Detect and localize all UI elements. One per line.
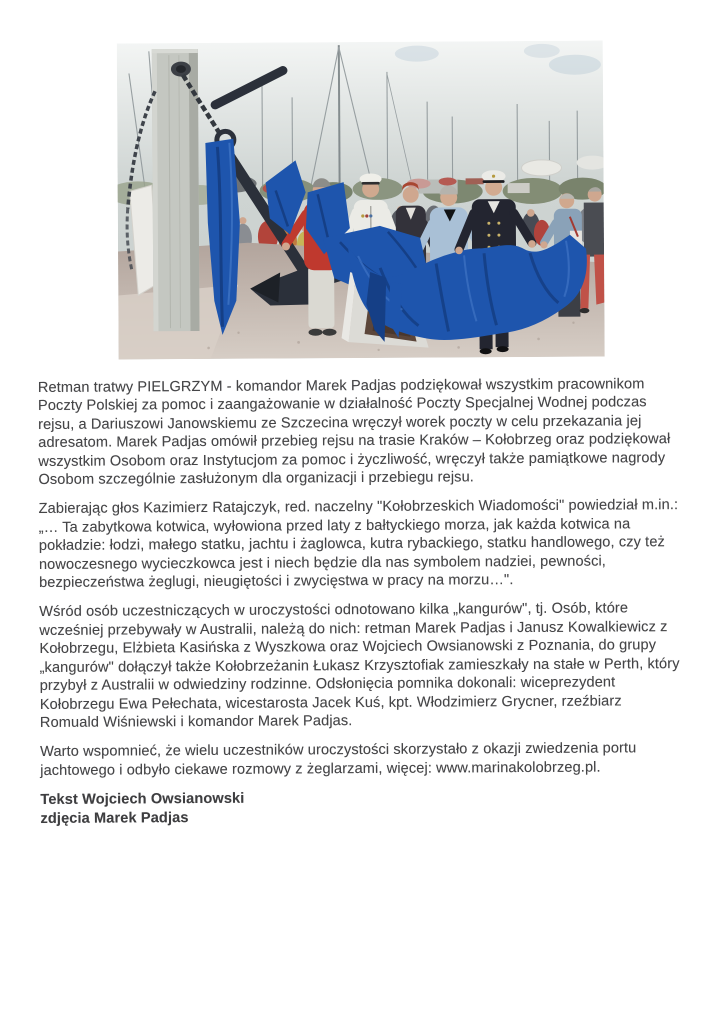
paragraph-2: Zabierając głos Kazimierz Ratajczyk, red. naczelny "Kołobrzeskich Wiadomości" powiedział m.in.: „… Ta zabytkowa kotwica, wyłowiona przed laty z bałtyckiego morza, jak każda kotwica na pokładzie: łodzi, małego statku, jachtu i żaglowca, kutra rybackiego, statku handlowego, czy też nowoczesnego wycieczkowca jest i niech będzie dla nas symbolem nadziei, pewności, bezpieczeństwa żeglugi, nieugiętości i zwycięstwa w pracy na morzu…". (39, 496, 708, 592)
monument-photo (117, 41, 605, 360)
monument-photo-illustration (117, 41, 605, 360)
paragraph-4: Warto wspomnieć, że wielu uczestników uroczystości skorzystało z okazji zwiedzenia portu jachtowego i odbyło ciekawe rozmowy z żeglarzami, więcej: www.marinakolobrzeg.pl. (40, 739, 708, 780)
white-umbrella (521, 160, 561, 176)
paragraph-1: Retman tratwy PIELGRZYM - komandor Marek Padjas podziękował wszystkim pracownikom Poczty Polskiej za pomoc i zaangażowanie w działalność Poczty Specjalnej Wodnej podczas rejsu, a Dariuszowi Janowskiemu ze Szczecina wręczył worek poczty w celu przekazania jej adresatom. Marek Padjas omówił przebieg rejsu na trasie Kraków – Kołobrzeg oraz podziękował wszystkim Osobom oraz Instytucjom za pomoc i życzliwość, wręczył także pamiątkowe nagrody Osobom szczególnie zasłużonym dla organizacji i przebiegu rejsu. (38, 375, 707, 490)
article (38, 375, 709, 828)
byline-text-author: Tekst Wojciech Owsianowski (40, 787, 708, 809)
byline-photo-author: zdjęcia Marek Padjas (40, 805, 708, 827)
paragraph-3: Wśród osób uczestniczących w uroczystości odnotowano kilka „kangurów", tj. Osób, które wcześniej przebywały w Australii, należą do nich: retman Marek Padjas i Janusz Kowalkiewicz z Kołobrzegu, Elżbieta Kasińska z Wyszkowa oraz Wojciech Owsianowski z Poznania, do grupy „kangurów" dołączył także Kołobrzeżanin Łukasz Krzysztofiak zamieszkały na stałe w Perth, który przybył z Australii w odwiedziny rodzinne. Odsłonięcia pomnika dokonali: wiceprezydent Kołobrzegu Ewa Pełechata, wicestarosta Jacek Kuś, kpt. Włodzimierz Grycner, rzeźbiarz Romuald Wiśniewski i komandor Marek Padjas. (39, 599, 708, 732)
red-roof (466, 178, 484, 184)
byline (40, 787, 708, 828)
